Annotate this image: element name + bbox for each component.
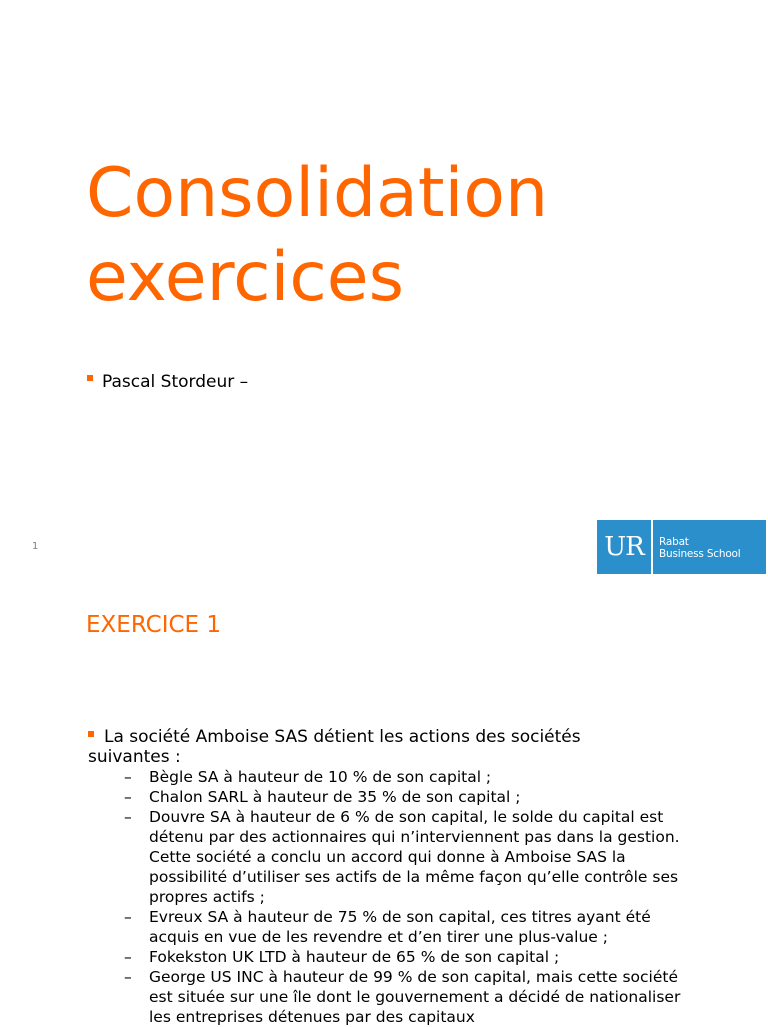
dash-marker: – <box>124 948 132 966</box>
exercise-intro <box>88 727 708 767</box>
list-item <box>88 787 689 807</box>
list-item <box>88 767 689 787</box>
intro-line-2: suivantes : <box>88 747 181 767</box>
title-line-1: Consolidation <box>86 154 549 233</box>
slide-title <box>86 152 726 320</box>
list-item <box>88 947 689 967</box>
list-item-text: Fokekston UK LTD à hauteur de 65 % de son capital ; <box>149 948 560 966</box>
list-item-text: Douvre SA à hauteur de 6 % de son capital, le solde du capital est détenu par des actionnaires qui n’interviennent pas dans la gestion. Cette société a conclu un accord qui donne à Amboise SAS la possibilité d’utiliser ses actifs de la même façon qu’elle contrôle ses propres actifs ; <box>149 808 680 906</box>
logo-name-line-1: Rabat <box>659 536 689 548</box>
dash-marker: – <box>124 908 132 926</box>
list-item-text: Bègle SA à hauteur de 10 % de son capital ; <box>149 768 492 786</box>
intro-line-1: La société Amboise SAS détient les actions des sociétés <box>104 727 581 747</box>
author-name: Pascal Stordeur – <box>102 372 249 392</box>
exercise-body <box>88 727 708 1027</box>
slide-number: 1 <box>32 541 39 552</box>
dash-marker: – <box>124 968 132 986</box>
dash-marker: – <box>124 788 132 806</box>
list-item <box>88 967 689 1027</box>
title-line-2: exercices <box>86 238 405 317</box>
exercise-heading: EXERCICE 1 <box>86 612 222 638</box>
subsidiary-list <box>88 767 708 1027</box>
dash-marker: – <box>124 808 132 826</box>
dash-marker: – <box>124 768 132 786</box>
school-logo <box>597 520 766 574</box>
logo-name-line-2: Business School <box>659 548 741 560</box>
logo-name <box>653 520 766 574</box>
list-item <box>88 907 689 947</box>
list-item <box>88 807 689 907</box>
list-item-text: Chalon SARL à hauteur de 35 % de son capital ; <box>149 788 521 806</box>
bullet-marker-icon <box>87 375 93 381</box>
list-item-text: George US INC à hauteur de 99 % de son capital, mais cette société est située sur une île dont le gouvernement a décidé de nationaliser les entreprises détenues par des capitaux <box>149 968 681 1026</box>
list-item-text: Evreux SA à hauteur de 75 % de son capital, ces titres ayant été acquis en vue de les revendre et d’en tirer une plus-value ; <box>149 908 651 946</box>
logo-monogram: UR <box>597 520 651 574</box>
